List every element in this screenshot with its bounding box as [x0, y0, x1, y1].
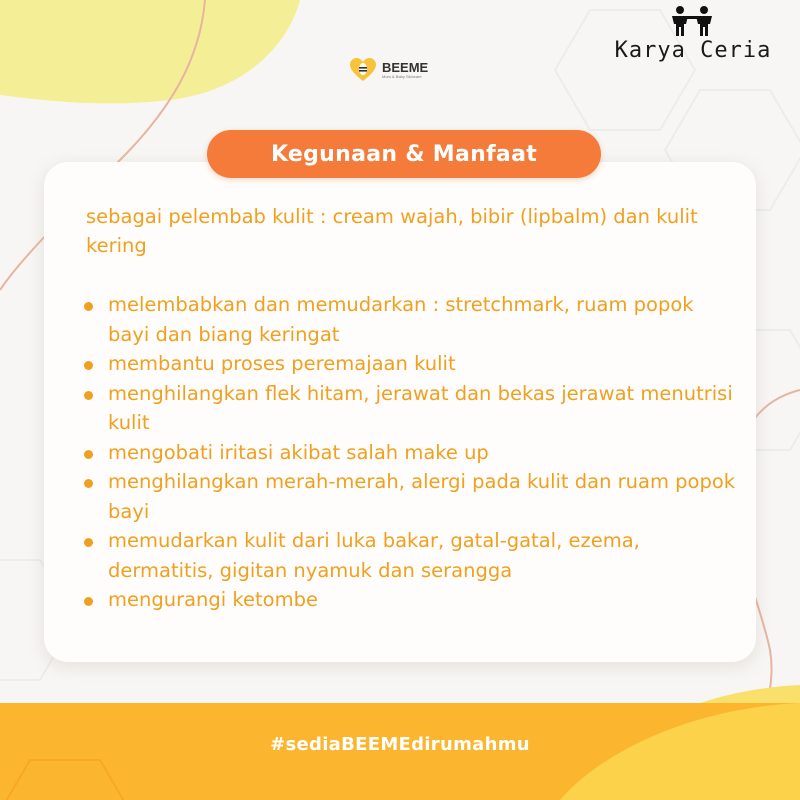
benefit-text: mengobati iritasi akibat salah make up: [108, 440, 489, 464]
watermark-text: Karya Ceria: [614, 38, 772, 63]
hashtag-text: #sediaBEEMEdirumahmu: [270, 734, 530, 755]
benefit-text: melembabkan dan memudarkan : stretchmark, ruam popok bayi dan biang keringat: [108, 293, 694, 346]
bullet-icon: [80, 526, 108, 585]
list-item: [80, 526, 740, 585]
list-item: [80, 585, 740, 615]
brand-logo: [350, 58, 428, 82]
logo-name: BEEME: [382, 60, 429, 75]
list-item: [80, 349, 740, 379]
bee-heart-icon: [350, 58, 376, 82]
title-pill: [207, 130, 601, 178]
benefits-list: [80, 290, 740, 615]
benefit-text: menghilangkan merah-merah, alergi pada kulit dan ruam popok bayi: [108, 470, 736, 523]
list-item: [80, 467, 740, 526]
watermark: [608, 6, 778, 76]
benefit-text: memudarkan kulit dari luka bakar, gatal-gatal, ezema, dermatitis, gigitan nyamuk dan serangga: [108, 529, 640, 582]
yellow-blob-top-left: [0, 0, 300, 103]
children-icon: [668, 6, 718, 36]
bullet-icon: [80, 467, 108, 526]
bullet-icon: [80, 349, 108, 379]
benefit-text: menghilangkan flek hitam, jerawat dan bekas jerawat menutrisi kulit: [108, 381, 733, 434]
bullet-icon: [80, 585, 108, 615]
list-item: [80, 438, 740, 468]
list-item: [80, 379, 740, 438]
bullet-icon: [80, 379, 108, 438]
intro-text: sebagai pelembab kulit : cream wajah, bibir (lipbalm) dan kulit kering: [86, 205, 698, 257]
bullet-icon: [80, 290, 108, 349]
bullet-icon: [80, 438, 108, 468]
page-title: Kegunaan & Manfaat: [270, 141, 538, 167]
benefit-text: membantu proses peremajaan kulit: [108, 352, 456, 375]
benefit-text: mengurangi ketombe: [108, 588, 318, 611]
list-item: [80, 290, 740, 349]
logo-tagline: Mom & Baby Skincare: [382, 74, 422, 79]
